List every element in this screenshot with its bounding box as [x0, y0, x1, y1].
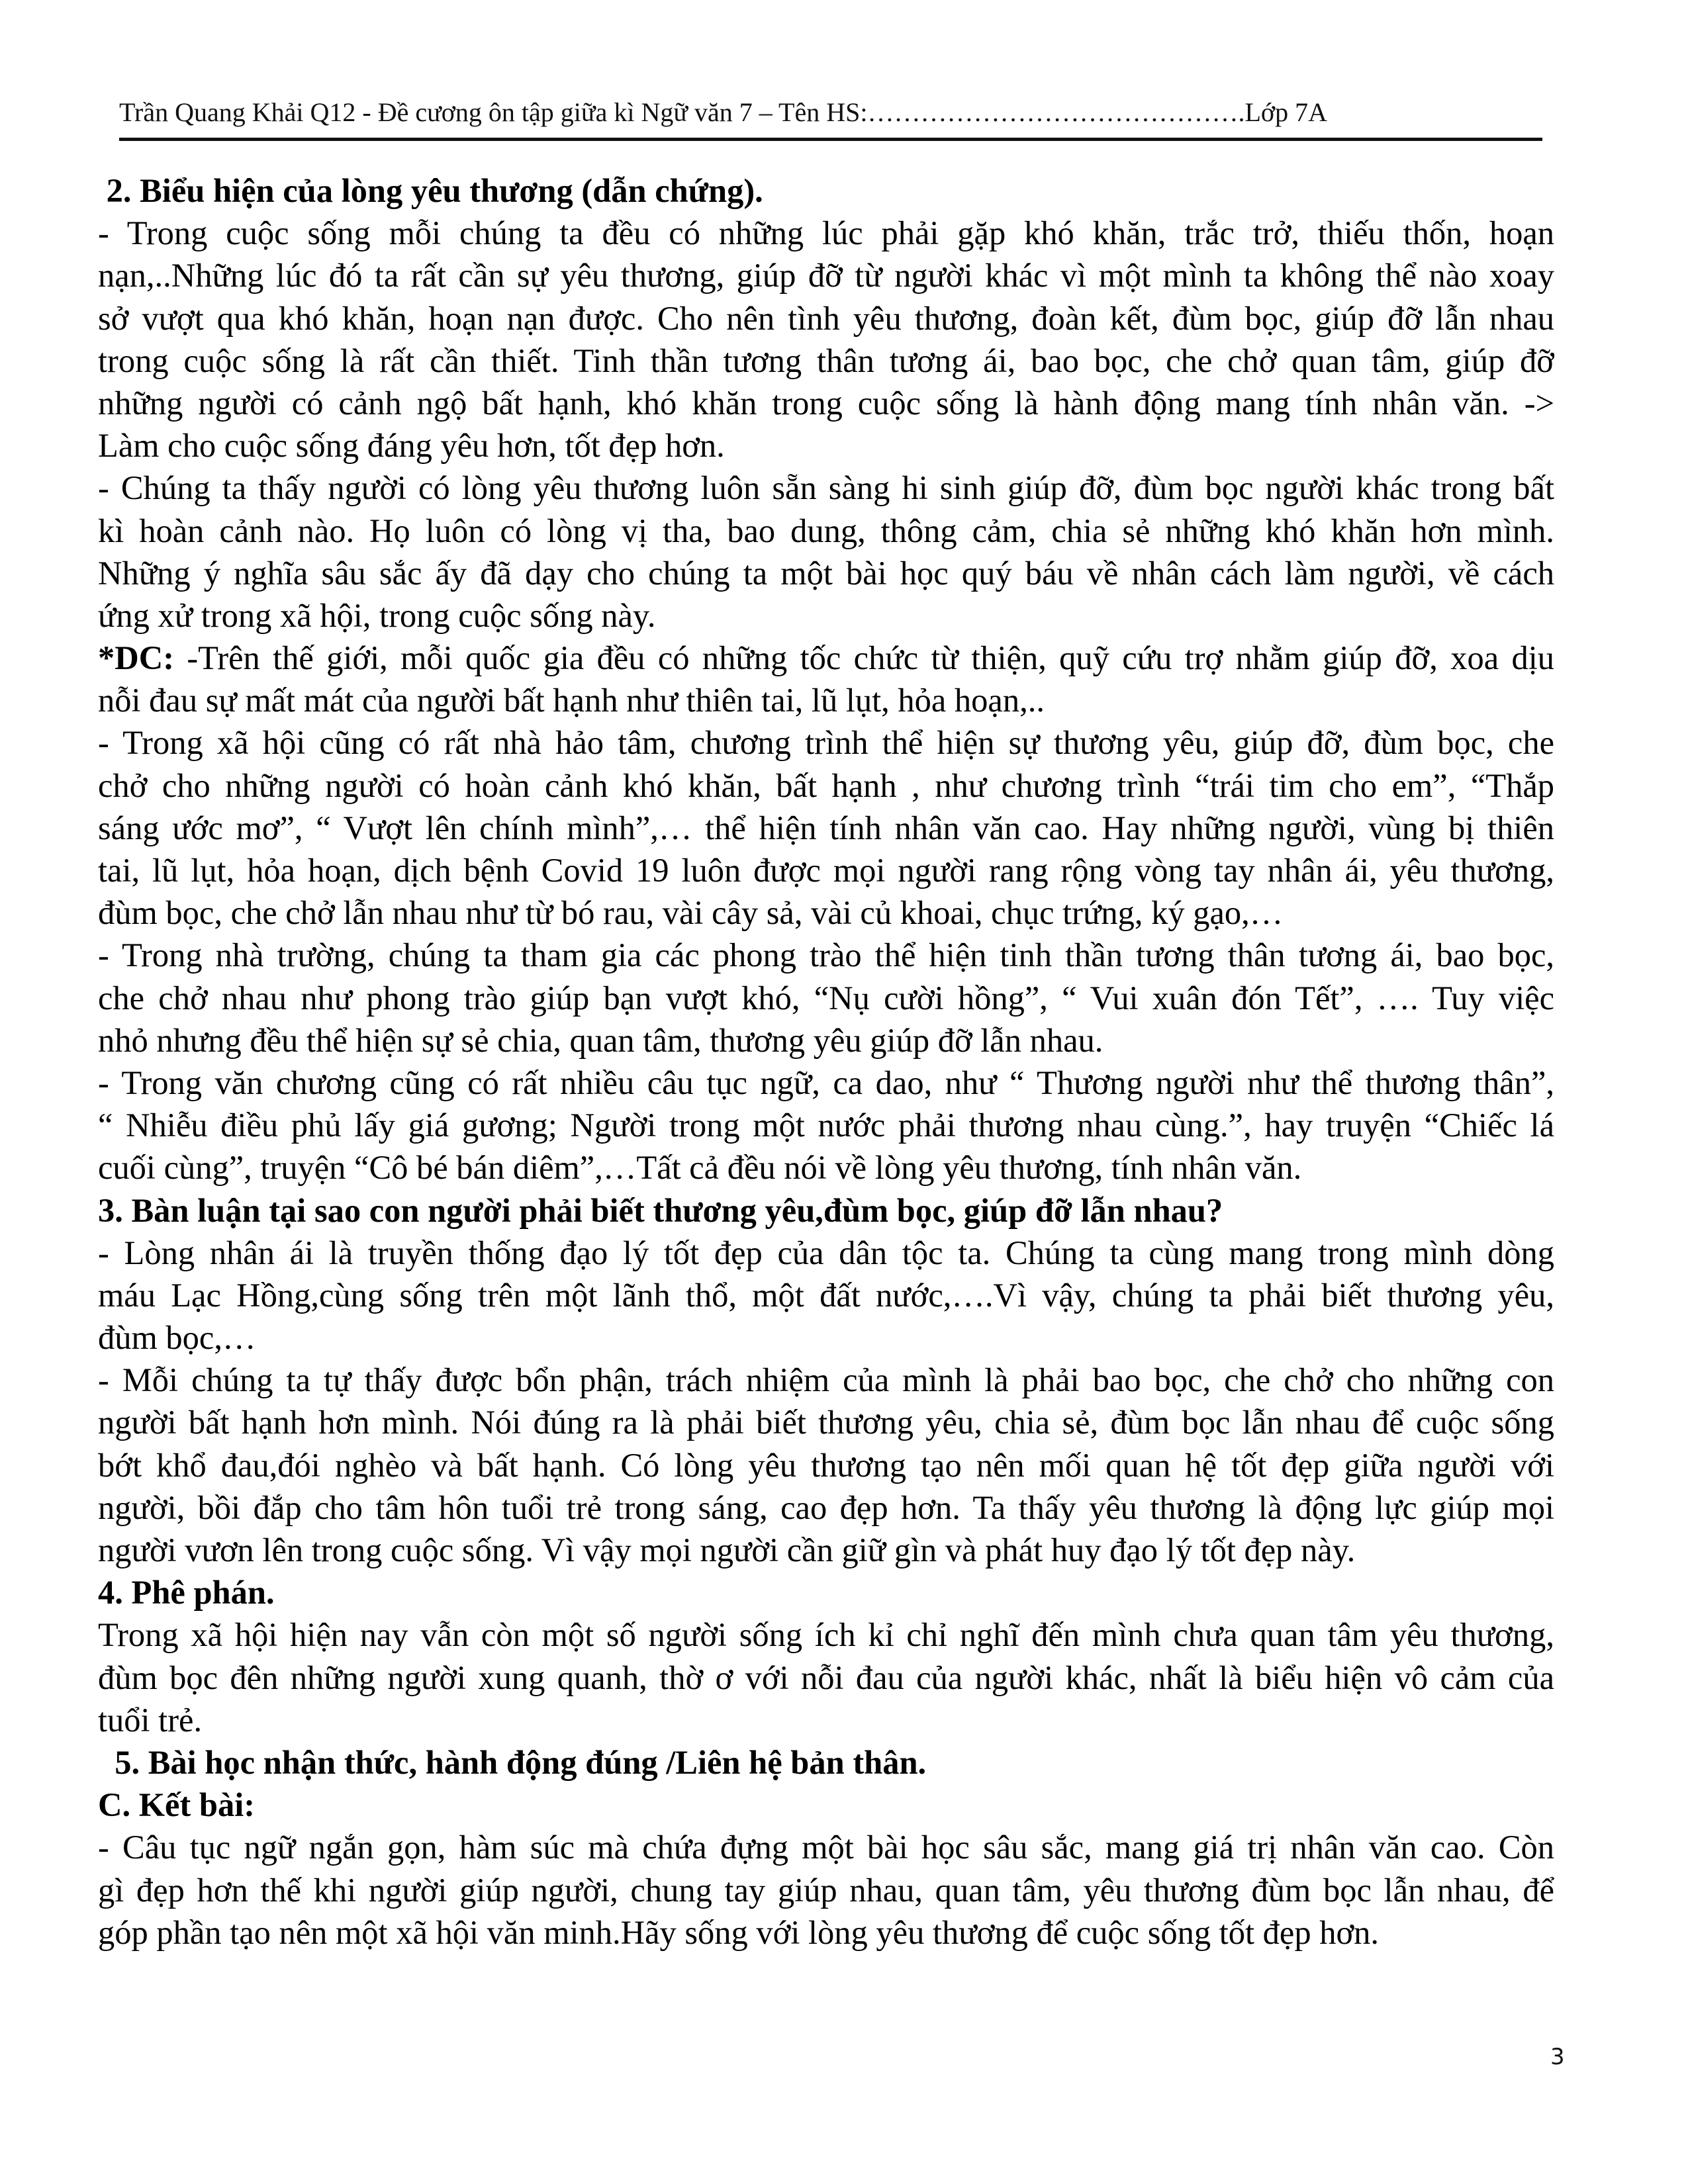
body-text-line	[98, 1529, 1554, 1571]
line-text: che chở nhau như phong trào giúp bạn vượt khó, “Nụ cười hồng”, “ Vui xuân đón Tết”, …. Tuy việc	[98, 979, 1554, 1017]
body-text-line	[98, 1911, 1554, 1954]
line-text: bớt khổ đau,đói nghèo và bất hạnh. Có lòng yêu thương tạo nên mối quan hệ tốt đẹp giữa người với	[98, 1446, 1554, 1484]
body-text-line	[98, 1104, 1554, 1146]
body-text-line	[98, 721, 1554, 764]
section-heading-line	[98, 1784, 1554, 1826]
body-text-line	[98, 1869, 1554, 1911]
line-text: Trong xã hội hiện nay vẫn còn một số người sống ích kỉ chỉ nghĩ đến mình chưa quan tâm yêu thương,	[98, 1616, 1554, 1654]
line-text: C. Kết bài:	[98, 1786, 256, 1824]
body-text-line	[98, 510, 1554, 552]
line-text: - Trong nhà trường, chúng ta tham gia các phong trào thể hiện tinh thần tương thân tương ái, bao bọc,	[98, 936, 1554, 974]
line-text: 5. Bài học nhận thức, hành động đúng /Liên hệ bản thân.	[98, 1743, 927, 1781]
line-text: Làm cho cuộc sống đáng yêu hơn, tốt đẹp hơn.	[98, 427, 725, 465]
line-text: - Lòng nhân ái là truyền thống đạo lý tốt đẹp của dân tộc ta. Chúng ta cùng mang trong mình dòng	[98, 1234, 1554, 1271]
line-text: chở cho những người có hoàn cảnh khó khăn, bất hạnh , như chương trình “trái tim cho em”, “Thắp	[98, 766, 1554, 804]
body-text-line	[98, 764, 1554, 807]
line-text: 2. Biểu hiện của lòng yêu thương (dẫn chứng).	[98, 172, 763, 209]
line-text: 4. Phê phán.	[98, 1574, 275, 1612]
line-text: đùm bọc, che chở lẫn nhau như từ bó rau, vài cây sả, vài củ khoai, chục trứng, ký gạo,…	[98, 894, 1284, 932]
line-text: tai, lũ lụt, hỏa hoạn, dịch bệnh Covid 19 luôn được mọi người rang rộng vòng tay nhân ái, yêu thương,	[98, 852, 1554, 889]
section-heading-line	[98, 1571, 1554, 1614]
line-text: Những ý nghĩa sâu sắc ấy đã dạy cho chúng ta một bài học quý báu về nhân cách làm người, về cách	[98, 554, 1554, 592]
body-text-line	[98, 467, 1554, 509]
line-text: 3. Bàn luận tại sao con người phải biết thương yêu,đùm bọc, giúp đỡ lẫn nhau?	[98, 1191, 1223, 1229]
line-text: - Trong xã hội cũng có rất nhà hảo tâm, chương trình thể hiện sự thương yêu, giúp đỡ, đùm bọc, che	[98, 724, 1554, 762]
line-text: - Mỗi chúng ta tự thấy được bổn phận, trách nhiệm của mình là phải bao bọc, che chở cho những con	[98, 1361, 1554, 1399]
body-text-line	[98, 212, 1554, 254]
body-text-line	[98, 849, 1554, 891]
section-heading-line	[98, 1741, 1554, 1784]
line-text: - Câu tục ngữ ngắn gọn, hàm súc mà chứa đựng một bài học sâu sắc, mang giá trị nhân văn cao. Còn	[98, 1829, 1554, 1866]
section-heading-line	[98, 169, 1554, 212]
body-text-line	[98, 424, 1554, 467]
body-text-line	[98, 1486, 1554, 1529]
line-text: -Trên thế giới, mỗi quốc gia đều có những tốc chức từ thiện, quỹ cứu trợ nhằm giúp đỡ, xoa dịu	[174, 639, 1554, 677]
body-text-line	[98, 807, 1554, 849]
body-text-line	[98, 1826, 1554, 1868]
line-text: góp phần tạo nên một xã hội văn minh.Hãy sống với lòng yêu thương để cuộc sống tốt đẹp hơn.	[98, 1913, 1380, 1951]
document-body	[98, 169, 1554, 1954]
body-text-line	[98, 340, 1554, 382]
body-text-line	[98, 1019, 1554, 1062]
body-text-line	[98, 1657, 1554, 1699]
line-text: nhỏ nhưng đều thể hiện sự sẻ chia, quan tâm, thương yêu giúp đỡ lẫn nhau.	[98, 1021, 1103, 1059]
page-number: 3	[1550, 2044, 1565, 2070]
body-text-line	[98, 1146, 1554, 1189]
line-text: “ Nhiễu điều phủ lấy giá gương; Người trong một nước phải thương nhau cùng.”, hay truyện “Chiếc lá	[98, 1107, 1554, 1144]
body-text-line	[98, 1699, 1554, 1741]
line-text: người, bồi đắp cho tâm hôn tuổi trẻ trong sáng, cao đẹp hơn. Ta thấy yêu thương là động lực giúp mọi	[98, 1488, 1554, 1526]
line-text: người vươn lên trong cuộc sống. Vì vậy mọi người cần giữ gìn và phát huy đạo lý tốt đẹp này.	[98, 1531, 1356, 1569]
body-text-line	[98, 1062, 1554, 1104]
evidence-label: *DC:	[98, 639, 175, 677]
line-text: trong cuộc sống là rất cần thiết. Tinh thần tương thân tương ái, bao bọc, che chở quan tâm, giúp đỡ	[98, 341, 1554, 379]
line-text: tuổi trẻ.	[98, 1701, 203, 1739]
header-rule	[119, 138, 1542, 141]
line-text: nỗi đau sự mất mát của người bất hạnh như thiên tai, lũ lụt, hỏa hoạn,..	[98, 682, 1045, 719]
body-text-line	[98, 552, 1554, 594]
line-text: ứng xử trong xã hội, trong cuộc sống này.	[98, 596, 656, 634]
line-text: - Trong văn chương cũng có rất nhiều câu tục ngữ, ca dao, như “ Thương người như thể thương thân”,	[98, 1064, 1554, 1101]
line-text: đùm bọc,…	[98, 1319, 256, 1357]
line-text: sở vượt qua khó khăn, hoạn nạn được. Cho nên tình yêu thương, đoàn kết, đùm bọc, giúp đỡ lẫn nhau	[98, 299, 1554, 337]
line-text: sáng ước mơ”, “ Vượt lên chính mình”,… thể hiện tính nhân văn cao. Hay những người, vùng bị thiên	[98, 809, 1554, 846]
body-text-line	[98, 1274, 1554, 1316]
line-text: - Trong cuộc sống mỗi chúng ta đều có những lúc phải gặp khó khăn, trắc trở, thiếu thốn, hoạn	[98, 214, 1554, 252]
body-text-line	[98, 594, 1554, 637]
body-text-line	[98, 254, 1554, 296]
line-text: người bất hạnh hơn mình. Nói đúng ra là phải biết thương yêu, chia sẻ, đùm bọc lẫn nhau để cuộc sống	[98, 1404, 1554, 1441]
body-text-line	[98, 637, 1554, 679]
body-text-line	[98, 1401, 1554, 1443]
line-text: nạn,..Những lúc đó ta rất cần sự yêu thương, giúp đỡ từ người khác vì một mình ta không thể nào xoay	[98, 257, 1554, 295]
body-text-line	[98, 1614, 1554, 1656]
body-text-line	[98, 297, 1554, 340]
section-heading-line	[98, 1189, 1554, 1232]
body-text-line	[98, 1359, 1554, 1401]
body-text-line	[98, 382, 1554, 424]
line-text: máu Lạc Hồng,cùng sống trên một lãnh thổ, một đất nước,….Vì vậy, chúng ta phải biết thương yêu,	[98, 1276, 1554, 1314]
body-text-line	[98, 891, 1554, 934]
line-text: - Chúng ta thấy người có lòng yêu thương luôn sẵn sàng hi sinh giúp đỡ, đùm bọc người khác trong bất	[98, 469, 1554, 507]
body-text-line	[98, 934, 1554, 976]
body-text-line	[98, 1444, 1554, 1486]
line-text: cuối cùng”, truyện “Cô bé bán diêm”,…Tất cả đều nói về lòng yêu thương, tính nhân văn.	[98, 1149, 1302, 1187]
line-text: những người có cảnh ngộ bất hạnh, khó khăn trong cuộc sống là hành động mang tính nhân văn. ->	[98, 384, 1554, 422]
body-text-line	[98, 1316, 1554, 1359]
body-text-line	[98, 679, 1554, 721]
body-text-line	[98, 977, 1554, 1019]
page-header: Trần Quang Khải Q12 - Đề cương ôn tập giữa kì Ngữ văn 7 – Tên HS:…………………………………….Lớp 7A	[119, 97, 1327, 127]
line-text: đùm bọc đên những người xung quanh, thờ ơ với nỗi đau của người khác, nhất là biểu hiện vô cảm của	[98, 1659, 1554, 1696]
line-text: kì hoàn cảnh nào. Họ luôn có lòng vị tha, bao dung, thông cảm, chia sẻ những khó khăn hơn mình.	[98, 512, 1554, 549]
body-text-line	[98, 1232, 1554, 1274]
line-text: gì đẹp hơn thế khi người giúp người, chung tay giúp nhau, quan tâm, yêu thương đùm bọc lẫn nhau, để	[98, 1871, 1554, 1909]
